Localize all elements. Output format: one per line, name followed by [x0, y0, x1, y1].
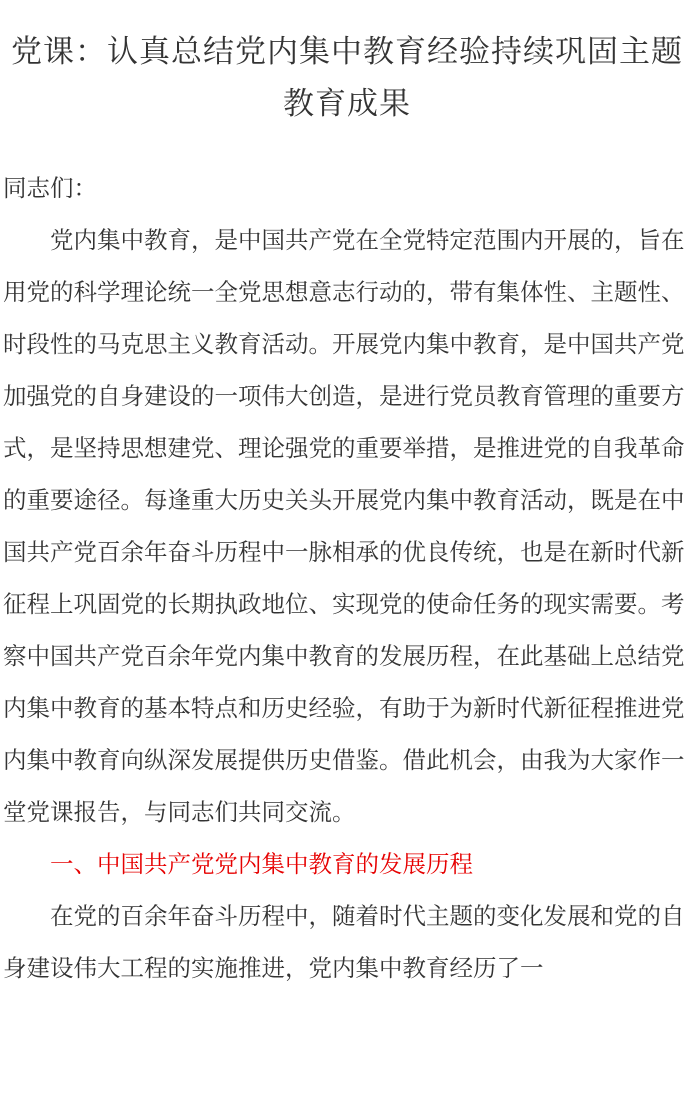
salutation: 同志们： — [3, 174, 97, 202]
section-heading: 一、中国共产党党内集中教育的发展历程 — [50, 850, 473, 878]
document-body — [3, 162, 691, 994]
section-paragraph: 在党的百余年奋斗历程中，随着时代主题的变化发展和党的自身建设伟大工程的实施推进，党内集中教育经历了一 — [3, 902, 685, 982]
document-title: 党课：认真总结党内集中教育经验持续巩固主题教育成果 — [11, 34, 683, 122]
body-paragraph: 党内集中教育，是中国共产党在全党特定范围内开展的，旨在用党的科学理论统一全党思想意志行动的，带有集体性、主题性、时段性的马克思主义教育活动。开展党内集中教育，是中国共产党加强党的自身建设的一项伟大创造，是进行党员教育管理的重要方式，是坚持思想建党、理论强党的重要举措，是推进党的自我革命的重要途径。每逢重大历史关头开展党内集中教育活动，既是在中国共产党百余年奋斗历程中一脉相承的优良传统，也是在新时代新征程上巩固党的长期执政地位、实现党的使命任务的现实需要。考察中国共产党百余年党内集中教育的发展历程，在此基础上总结党内集中教育的基本特点和历史经验，有助于为新时代新征程推进党内集中教育向纵深发展提供历史借鉴。借此机会，由我为大家作一堂党课报告，与同志们共同交流。 — [3, 226, 685, 826]
